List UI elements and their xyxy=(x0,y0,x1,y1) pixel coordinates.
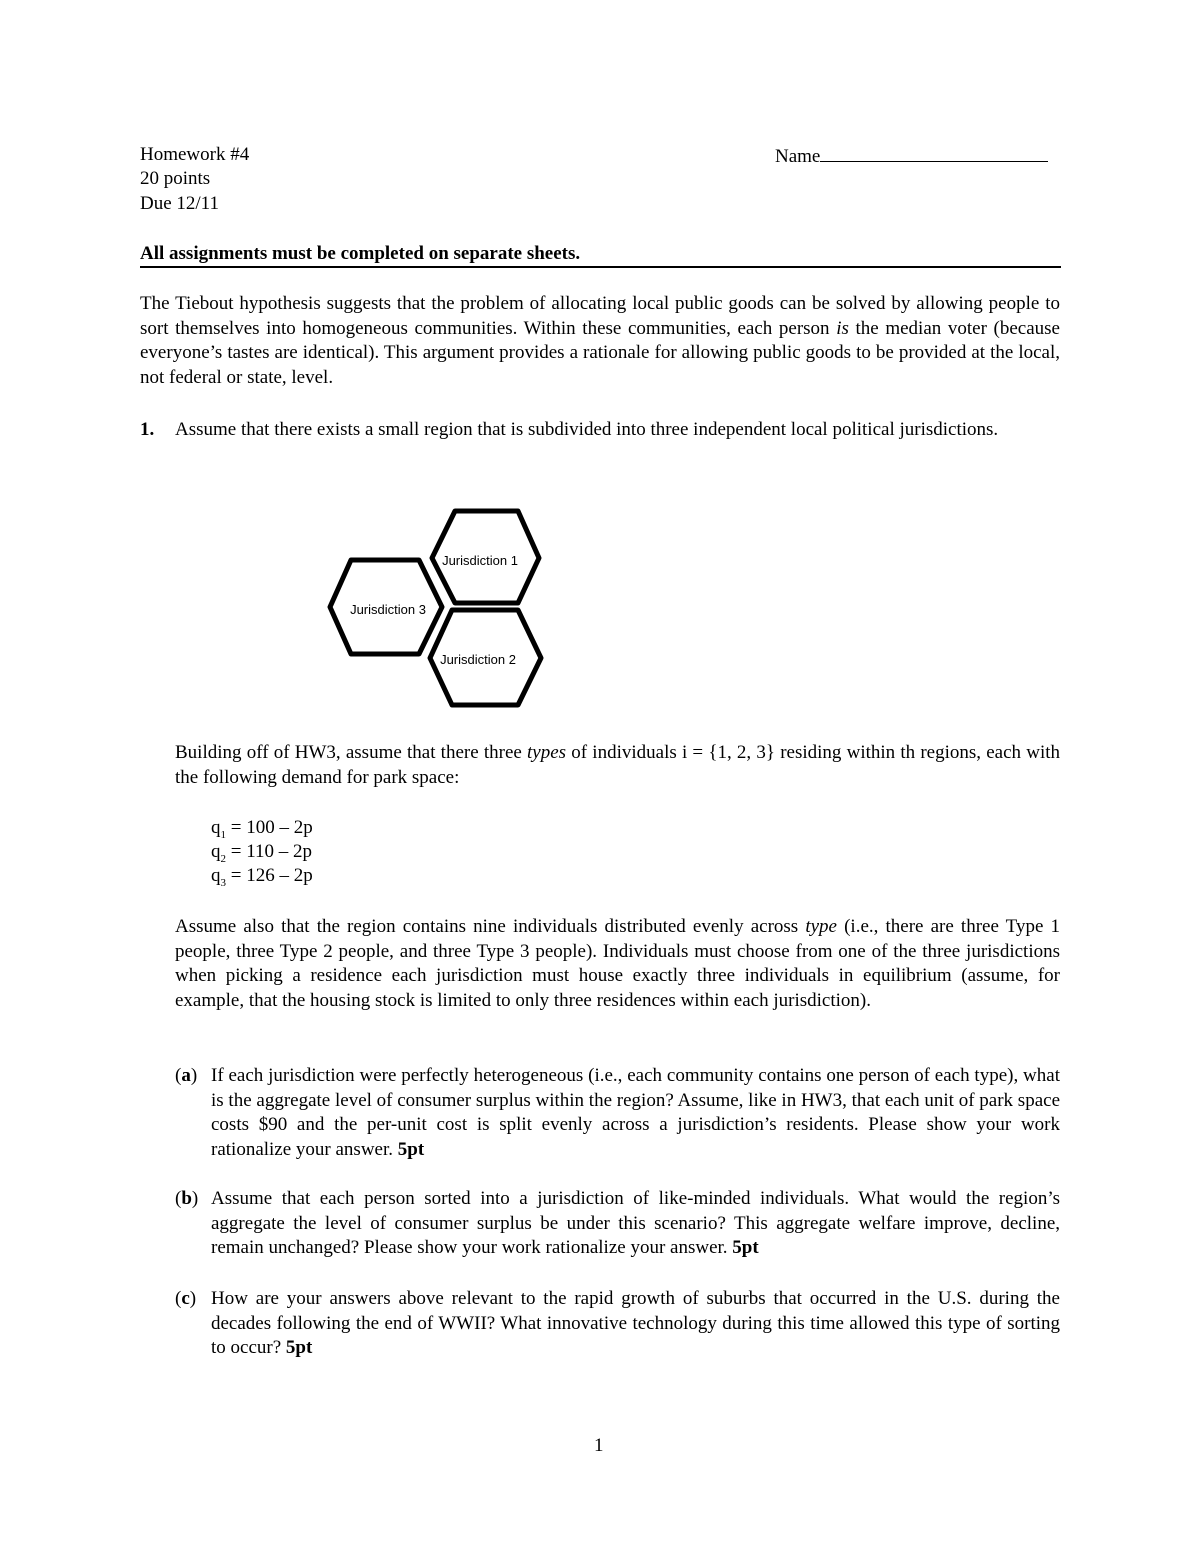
jurisdiction-diagram xyxy=(0,0,1200,760)
types-paragraph: Building off of HW3, assume that there three types of individuals i = {1, 2, 3} residing within th regions, each with the following demand for park space: xyxy=(175,742,1061,788)
separate-sheets-notice: All assignments must be completed on separate sheets. xyxy=(140,243,581,264)
part-c-points: 5pt xyxy=(285,1337,313,1359)
hex-label-3: Jurisdiction 3 xyxy=(350,602,426,617)
hex-jurisdiction-1 xyxy=(432,511,539,603)
demand-equation-1: $q_1 = 100 - 2p$ xyxy=(211,817,313,841)
part-a-text: If each jurisdiction were perfectly heterogeneous (i.e., each community contains one person of each type), what is the aggregate level of consumer surplus within the region? Assume, like in HW3, that each unit of park space costs $90 and the per-unit cost is split evenly across a jurisdiction’s residents. Please show your work rationalize your answer. 5pt xyxy=(211,1065,1060,1161)
demand-equation-3: $q_3 = 126 - 2p$ xyxy=(211,865,313,889)
part-a-points: 5pt xyxy=(397,1139,425,1161)
intro-paragraph: The Tiebout hypothesis suggests that the problem of allocating local public goods can be solved by allowing people to sort themselves into homogeneous communities. Within these communities, each person is the median voter (because everyone’s tastes are identical). This argument provides a rationale for allowing public goods to be provided at the local, not federal or state, level. xyxy=(140,293,1060,389)
demand-equation-2: $q_2 = 110 - 2p$ xyxy=(211,841,313,865)
hex-label-2: Jurisdiction 2 xyxy=(440,652,516,667)
homework-title: Homework #4 xyxy=(140,144,250,165)
question-1-number: 1. xyxy=(140,419,155,440)
part-b-points: 5pt xyxy=(732,1237,759,1259)
distribution-paragraph: Assume also that the region contains nine individuals distributed evenly across type (i.e., there are three Type 1 people, three Type 2 people, and three Type 3 people). Individuals must choose from one of the three jurisdictions when picking a residence each jurisdiction must house exactly three individuals in equilibrium (assume, for example, that the housing stock is limited to only three residences within each jurisdiction). xyxy=(175,916,1061,1012)
part-a-label: (a) xyxy=(175,1065,198,1086)
part-b-label: (b) xyxy=(175,1188,199,1209)
hex-jurisdiction-3 xyxy=(330,560,442,654)
page-number: 1 xyxy=(594,1435,604,1456)
question-1-text: Assume that there exists a small region that is subdivided into three independent local political jurisdictions. xyxy=(175,419,999,440)
points-total: 20 points xyxy=(140,168,211,189)
part-c-text: How are your answers above relevant to the rapid growth of suburbs that occurred in the U.S. during the decades following the end of WWII? What innovative technology during this time allowed this type of sorting to occur? 5pt xyxy=(211,1288,1060,1359)
hex-label-1: Jurisdiction 1 xyxy=(442,553,518,568)
part-b-text: Assume that each person sorted into a jurisdiction of like-minded individuals. What would the region’s aggregate the level of consumer surplus be under this scenario? This aggregate welfare improve, decline, remain unchanged? Please show your work rationalize your answer. 5pt xyxy=(211,1188,1060,1259)
due-date: Due 12/11 xyxy=(140,193,219,214)
hex-jurisdiction-2 xyxy=(430,610,541,705)
name-label: Name xyxy=(775,146,821,167)
part-c-label: (c) xyxy=(175,1288,197,1309)
